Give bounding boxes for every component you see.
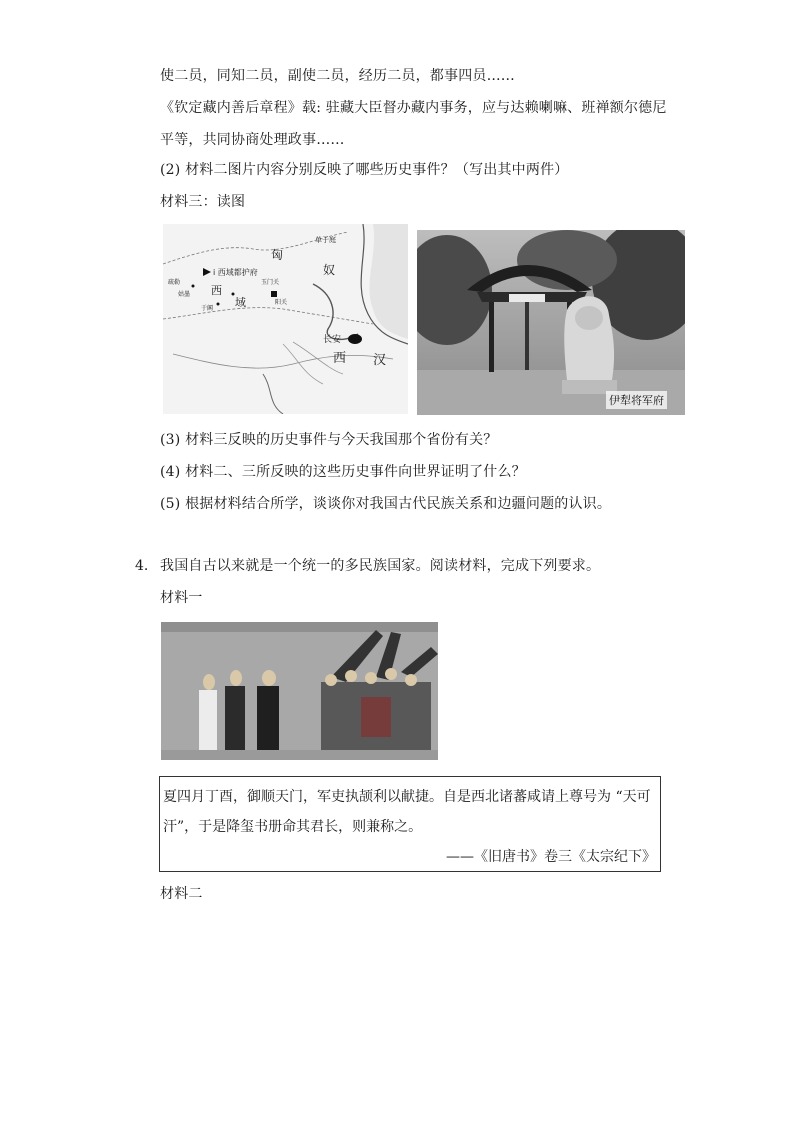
question-3: (3) 材料三反映的历史事件与今天我国那个省份有关？ [160, 432, 498, 448]
quote-box [159, 776, 661, 872]
label-han: 汉 [373, 353, 387, 368]
label-yutian: 于阗 [201, 305, 214, 312]
material-3-label: 材料三：读图 [160, 194, 246, 210]
quote-line-2: 汗”，于是降玺书册命其君长，则兼称之。 [163, 819, 423, 835]
label-xiongnu-1: 匈 [271, 248, 284, 262]
paragraph-line-1: 使二员，同知二员，副使二员，经历二员，都事四员…… [160, 68, 515, 84]
paragraph-line-3: 平等，共同协商处理政事…… [160, 132, 345, 148]
label-yumen: 玉门关 [261, 279, 280, 286]
quote-source: ——《旧唐书》卷三《太宗纪下》 [446, 849, 656, 865]
quote-line-1: 夏四月丁酉，御顺天门，军吏执颉利以献捷。自是西北诸蕃咸请上尊号为 “天可 [163, 789, 651, 805]
paragraph-line-2: 《钦定藏内善后章程》载: 驻藏大臣督办藏内事务，应与达赖喇嘛、班禅额尔德尼 [160, 100, 667, 116]
label-xiyu-duhu: i 西域都护府 [213, 268, 258, 277]
label-gumo: 姑墨 [178, 291, 191, 298]
changan-marker [348, 334, 362, 344]
label-changan: 长安 [323, 335, 342, 345]
question-4-number: 4. [135, 558, 149, 574]
question-4-stem: 我国自古以来就是一个统一的多民族国家。阅读材料，完成下列要求。 [160, 558, 601, 574]
question-5: (5) 根据材料结合所学，谈谈你对我国古代民族关系和边疆问题的认识。 [160, 496, 612, 512]
label-yu: 域 [235, 296, 246, 309]
painting-drawing [161, 622, 438, 760]
label-xiongnu-2: 奴 [323, 263, 336, 277]
label-yang: 阳关 [275, 299, 288, 306]
label-xi2: 西 [333, 351, 347, 366]
material-2-label: 材料二 [160, 886, 203, 902]
photo-caption: 伊犁将军府 [606, 391, 667, 409]
label-chanyu: 单于庭 [315, 236, 336, 244]
material-1-label: 材料一 [160, 590, 203, 606]
yili-general-mansion-photo [417, 230, 685, 415]
han-xiyu-map [163, 224, 408, 414]
map-drawing [163, 224, 408, 414]
label-xi: 西 [211, 284, 222, 297]
question-4-sub: (4) 材料二、三所反映的这些历史事件向世界证明了什么？ [160, 464, 526, 480]
label-shule: 疏勒 [168, 279, 181, 286]
question-2: (2) 材料二图片内容分别反映了哪些历史事件？（写出其中两件） [160, 162, 569, 178]
bunianta-painting [161, 622, 438, 760]
photo-drawing [417, 230, 685, 415]
